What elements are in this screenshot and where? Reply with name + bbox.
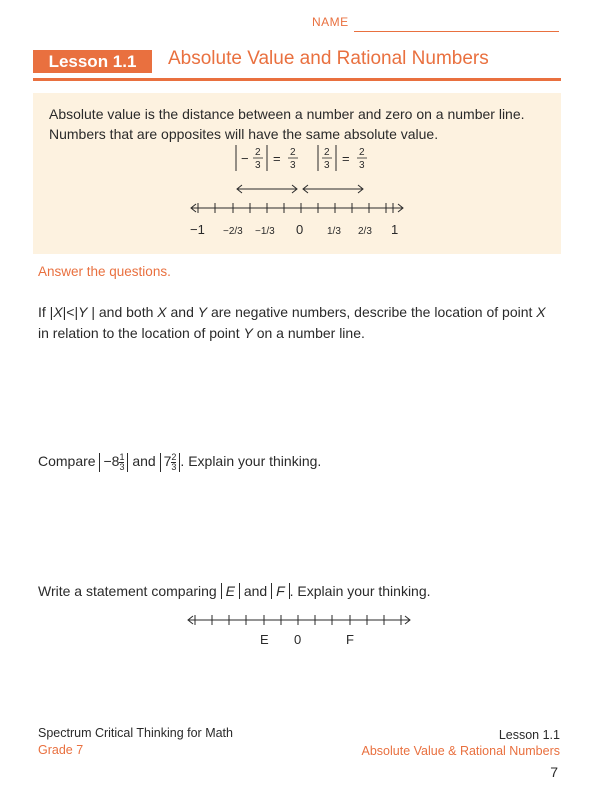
question-3 (38, 581, 431, 602)
footer-book-title: Spectrum Critical Thinking for Math (38, 726, 233, 740)
q2-val1-num: 1 (119, 451, 125, 462)
absolute-value-equation-1 (236, 145, 298, 171)
intro-math-figure (33, 93, 561, 254)
nl-label-neg1: −1 (190, 222, 205, 237)
q1-var-y2: Y (197, 304, 208, 320)
q1-text-a: If | (38, 304, 54, 320)
footer-grade: Grade 7 (38, 743, 84, 757)
lesson-title: Absolute Value and Rational Numbers (168, 48, 489, 69)
instruction: Answer the questions. (38, 264, 171, 279)
q1-text-c: | and both (91, 304, 154, 320)
eq2-lhs-den: 3 (324, 160, 330, 171)
q1-var-x2: X (157, 304, 167, 320)
q2-suffix: . Explain your thinking. (180, 453, 322, 469)
title-rule (33, 78, 561, 81)
q1-line2-c: on a number line. (256, 325, 365, 341)
question-1-line-1 (38, 302, 546, 323)
q3-abs-f: F (271, 583, 290, 599)
q2-val2-den: 3 (171, 461, 177, 472)
name-label: NAME (312, 15, 349, 29)
eq2-equals: = (342, 151, 350, 166)
eq2-rhs-num: 2 (359, 147, 365, 158)
nl-label-1: 1 (391, 222, 399, 237)
question-1-line-2 (38, 323, 546, 344)
q1-var-x3: X (536, 304, 546, 320)
q1-var-x: X (53, 304, 63, 320)
q1-line2-var-y: Y (243, 325, 253, 341)
q2-and: and (132, 453, 156, 469)
q3-label-e: E (260, 632, 269, 647)
q2-val2-whole: 7 (163, 453, 172, 469)
nl-label-0: 0 (296, 222, 304, 237)
q2-val2-fraction (171, 453, 176, 472)
q3-and: and (243, 583, 268, 599)
q1-text-e: and (170, 304, 194, 320)
absolute-value-equation-2 (318, 145, 367, 171)
intro-line-1: Absolute value is the distance between a number and zero on a number line. (49, 106, 525, 122)
q3-label-f: F (346, 632, 354, 647)
q2-val1-den: 3 (119, 461, 125, 472)
q2-val1-fraction (119, 453, 124, 472)
eq1-sign: − (241, 151, 249, 166)
nl-label-2-3: 2/3 (358, 226, 372, 237)
footer-lesson: Lesson 1.1 (498, 728, 560, 742)
footer-topic: Absolute Value & Rational Numbers (361, 744, 560, 758)
nl-label-neg2-3: −2/3 (223, 226, 243, 237)
lesson-badge: Lesson 1.1 (33, 50, 152, 73)
q2-val2-num: 2 (171, 451, 177, 462)
q1-text-b: |<| (62, 304, 79, 320)
q2-abs-value-1 (99, 453, 128, 472)
q1-line2-a: in relation to the location of point (38, 325, 240, 341)
eq2-rhs-den: 3 (359, 160, 365, 171)
question-1 (38, 302, 546, 344)
q3-prefix: Write a statement comparing (38, 583, 217, 599)
intro-line-2: Numbers that are opposites will have the same absolute value. (49, 126, 439, 142)
q3-number-line (180, 608, 420, 650)
q1-text-g: are negative numbers, describe the location of point (210, 304, 533, 320)
q2-abs-value-2 (160, 453, 181, 472)
eq1-rhs-den: 3 (290, 160, 296, 171)
intro-number-line-labels (190, 222, 398, 237)
name-line (354, 31, 559, 32)
q3-suffix: . Explain your thinking. (289, 583, 431, 599)
intro-number-line (191, 203, 403, 213)
eq1-lhs-num: 2 (255, 147, 261, 158)
eq1-lhs-den: 3 (255, 160, 261, 171)
question-2 (38, 451, 321, 472)
eq1-equals: = (273, 151, 281, 166)
eq1-rhs-num: 2 (290, 147, 296, 158)
nl-label-1-3: 1/3 (327, 226, 341, 237)
q2-prefix: Compare (38, 453, 96, 469)
distance-arrows (237, 185, 363, 193)
q3-label-0: 0 (294, 632, 302, 647)
q3-abs-e: E (221, 583, 240, 599)
page-number: 7 (550, 764, 558, 780)
q2-val1-whole: −8 (103, 453, 120, 469)
nl-label-neg1-3: −1/3 (255, 226, 275, 237)
eq2-lhs-num: 2 (324, 147, 330, 158)
q1-var-y: Y (78, 304, 88, 320)
